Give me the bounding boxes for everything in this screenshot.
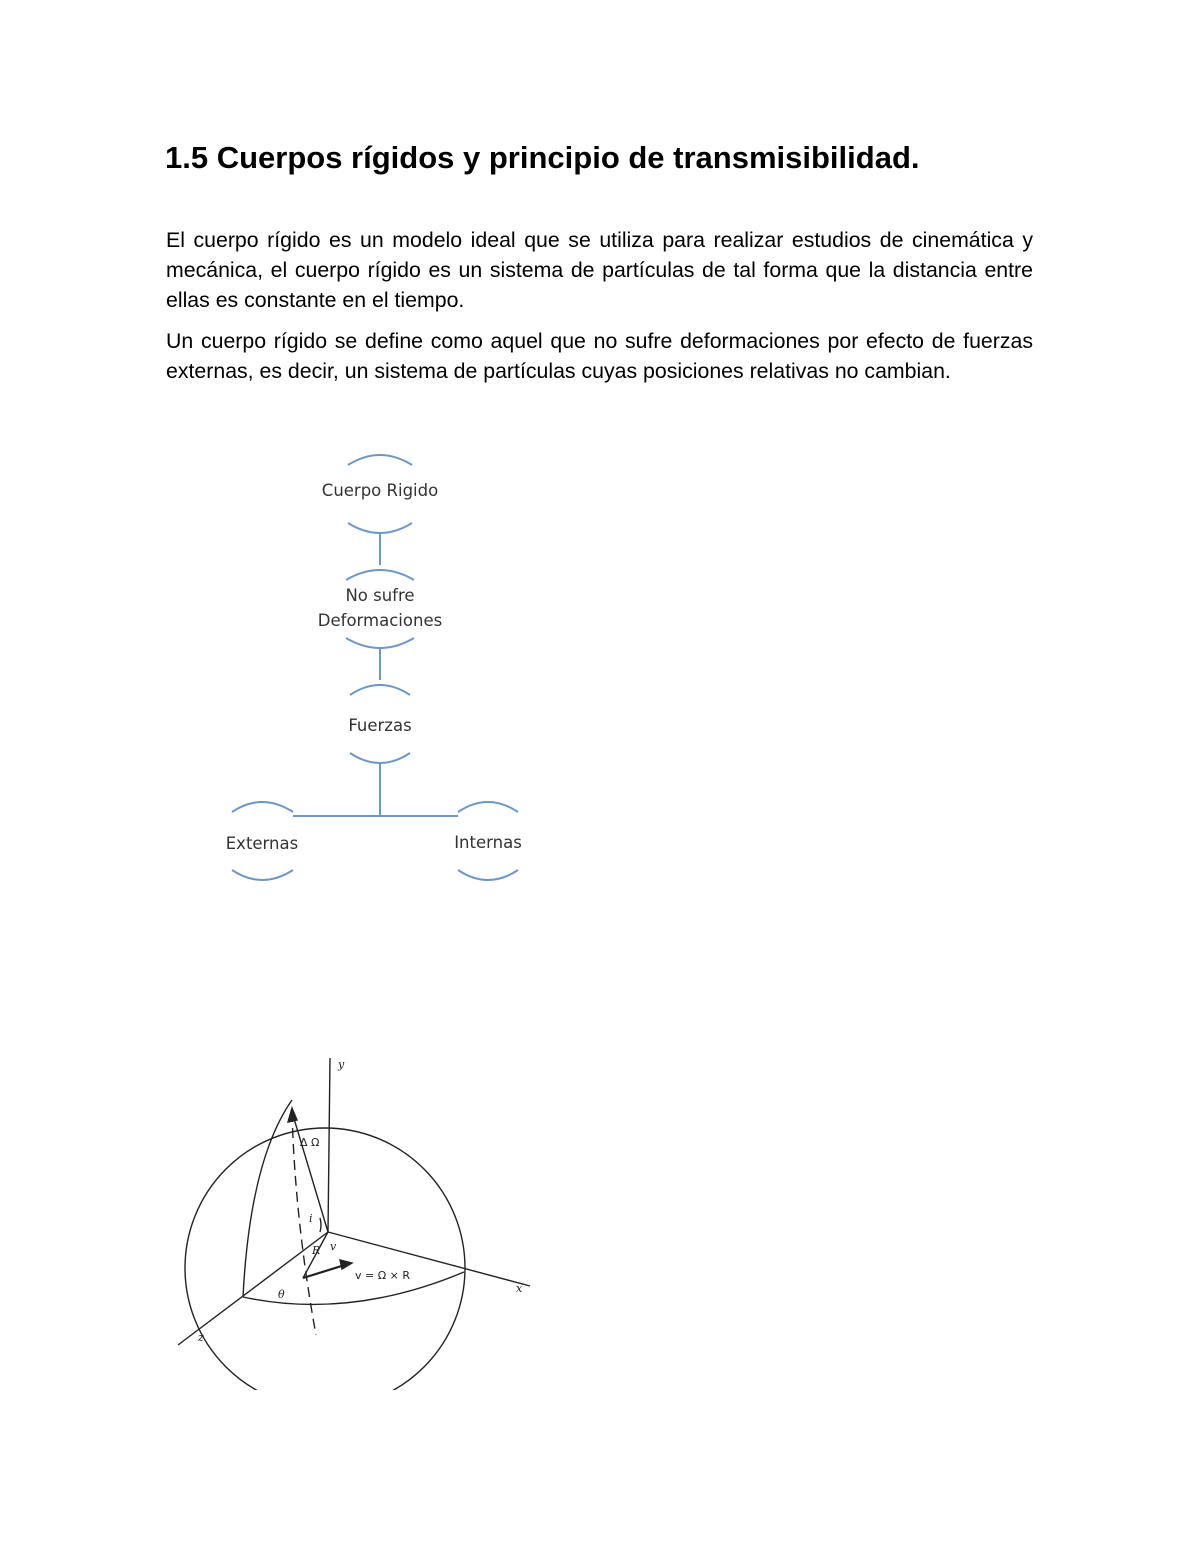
velocity-equation: v = Ω × R	[355, 1269, 410, 1282]
i-label: i	[309, 1212, 313, 1225]
y-axis	[328, 1058, 330, 1232]
node-internas: Internas	[454, 833, 522, 852]
node-externas: Externas	[225, 834, 299, 853]
paragraph-definition: El cuerpo rígido es un modelo ideal que se utiliza para realizar estudios de cinemática y mecánica, el cuerpo rígido es un sistema de partículas de tal forma que la distancia entre ellas es constante en el tiempo.	[166, 228, 1033, 312]
x-axis-label: x	[516, 1282, 523, 1295]
z-axis	[178, 1232, 328, 1345]
sphere-outline	[185, 1128, 465, 1390]
r-label: R	[312, 1244, 321, 1257]
section-heading: 1.5 Cuerpos rígidos y principio de transmisibilidad.	[165, 140, 920, 175]
rotating-sphere-figure	[170, 1050, 540, 1390]
z-axis-label: z	[198, 1331, 204, 1344]
omega-label: Δ Ω	[300, 1136, 320, 1149]
rigid-body-hierarchy-diagram	[200, 440, 560, 900]
node-no-sufre: No sufre	[345, 586, 415, 605]
paragraph-deformation: Un cuerpo rígido se define como aquel que no sufre deformaciones por efecto de fuerzas externas, es decir, un sistema de partículas cuyas posiciones relativas no cambian.	[166, 329, 1033, 383]
theta-label: θ	[278, 1288, 285, 1301]
node-cuerpo-rigido: Cuerpo Rigido	[321, 481, 439, 500]
y-axis-label: y	[338, 1058, 345, 1071]
v-label: v	[330, 1240, 337, 1253]
node-fuerzas: Fuerzas	[348, 716, 412, 735]
node-deformaciones: Deformaciones	[317, 611, 443, 630]
